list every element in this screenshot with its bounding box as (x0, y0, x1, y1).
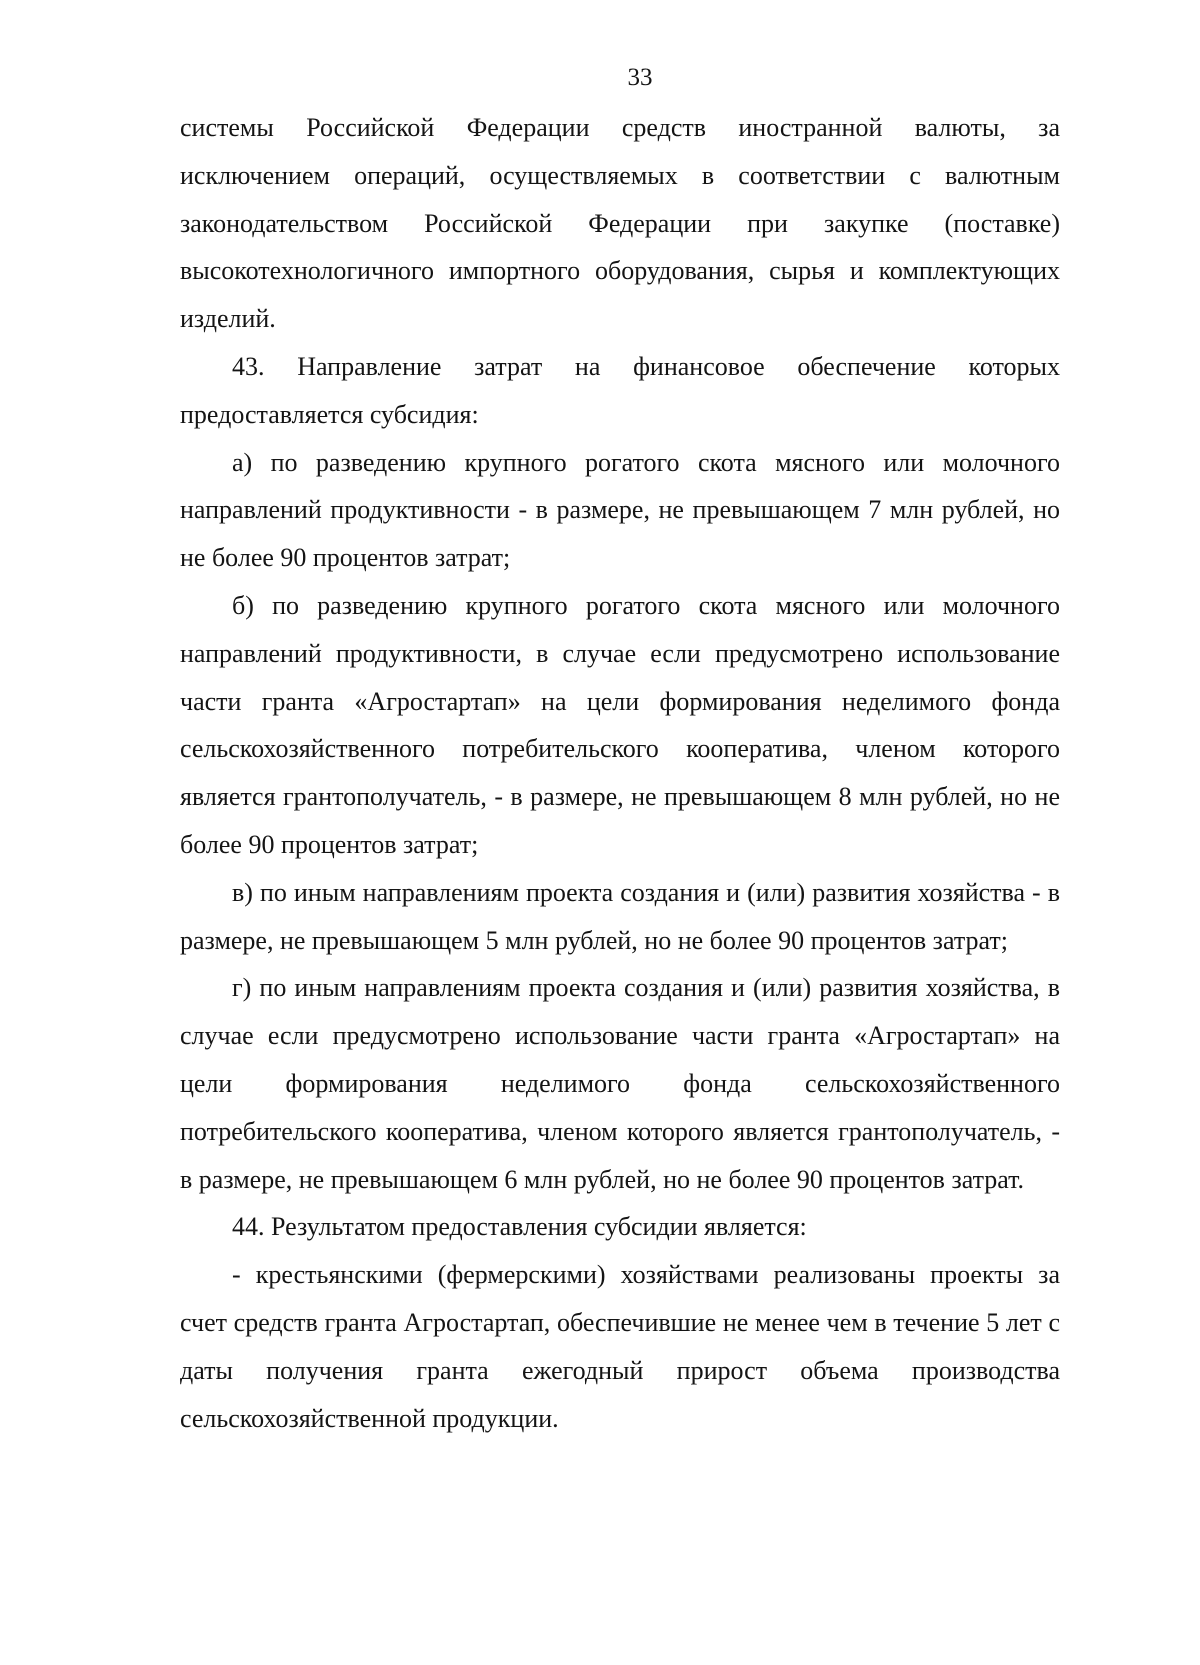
paragraph-subitem-a: а) по разведению крупного рогатого скота мясного или молочного направлений продуктивности - в размере, не превышающем 7 млн рублей, но не более 90 процентов затрат; (180, 447, 1060, 573)
paragraph-item-44: 44. Результатом предоставления субсидии является: (232, 1212, 807, 1242)
paragraph-item-43: 43. Направление затрат на финансовое обеспечение которых предоставляется субсидия: (180, 351, 1060, 429)
paragraph-subitem-v: в) по иным направлениям проекта создания и (или) развития хозяйства - в размере, не превышающем 5 млн рублей, но не более 90 процентов затрат; (180, 877, 1060, 955)
paragraph-subitem-g: г) по иным направлениям проекта создания и (или) развития хозяйства, в случае если предусмотрено использование части гранта «Агростартап» на цели формирования неделимого фонда сельскохозяйственного потребительского кооператива, членом которого является грантополучатель, - в размере, не превышающем 6 млн рублей, но не более 90 процентов затрат. (180, 973, 1060, 1194)
paragraph-subitem-b: б) по разведению крупного рогатого скота мясного или молочного направлений продуктивности, в случае если предусмотрено использование части гранта «Агростартап» на цели формирования неделимого фонда сельскохозяйственного потребительского кооператива, членом которого является грантополучатель, - в размере, не превышающем 8 млн рублей, но не более 90 процентов затрат; (180, 590, 1060, 859)
paragraph-result: - крестьянскими (фермерскими) хозяйствами реализованы проекты за счет средств гранта Агростартап, обеспечившие не менее чем в течение 5 лет с даты получения гранта ежегодный прирост объема производства сельскохозяйственной продукции. (180, 1260, 1060, 1433)
page-number: 33 (627, 64, 653, 91)
document-body (180, 104, 1060, 1442)
paragraph-continuation: системы Российской Федерации средств иностранной валюты, за исключением операций, осуществляемых в соответствии с валютным законодательством Российской Федерации при закупке (поставке) высокотехнологичного импортного оборудования, сырья и комплектующих изделий. (180, 113, 1060, 334)
